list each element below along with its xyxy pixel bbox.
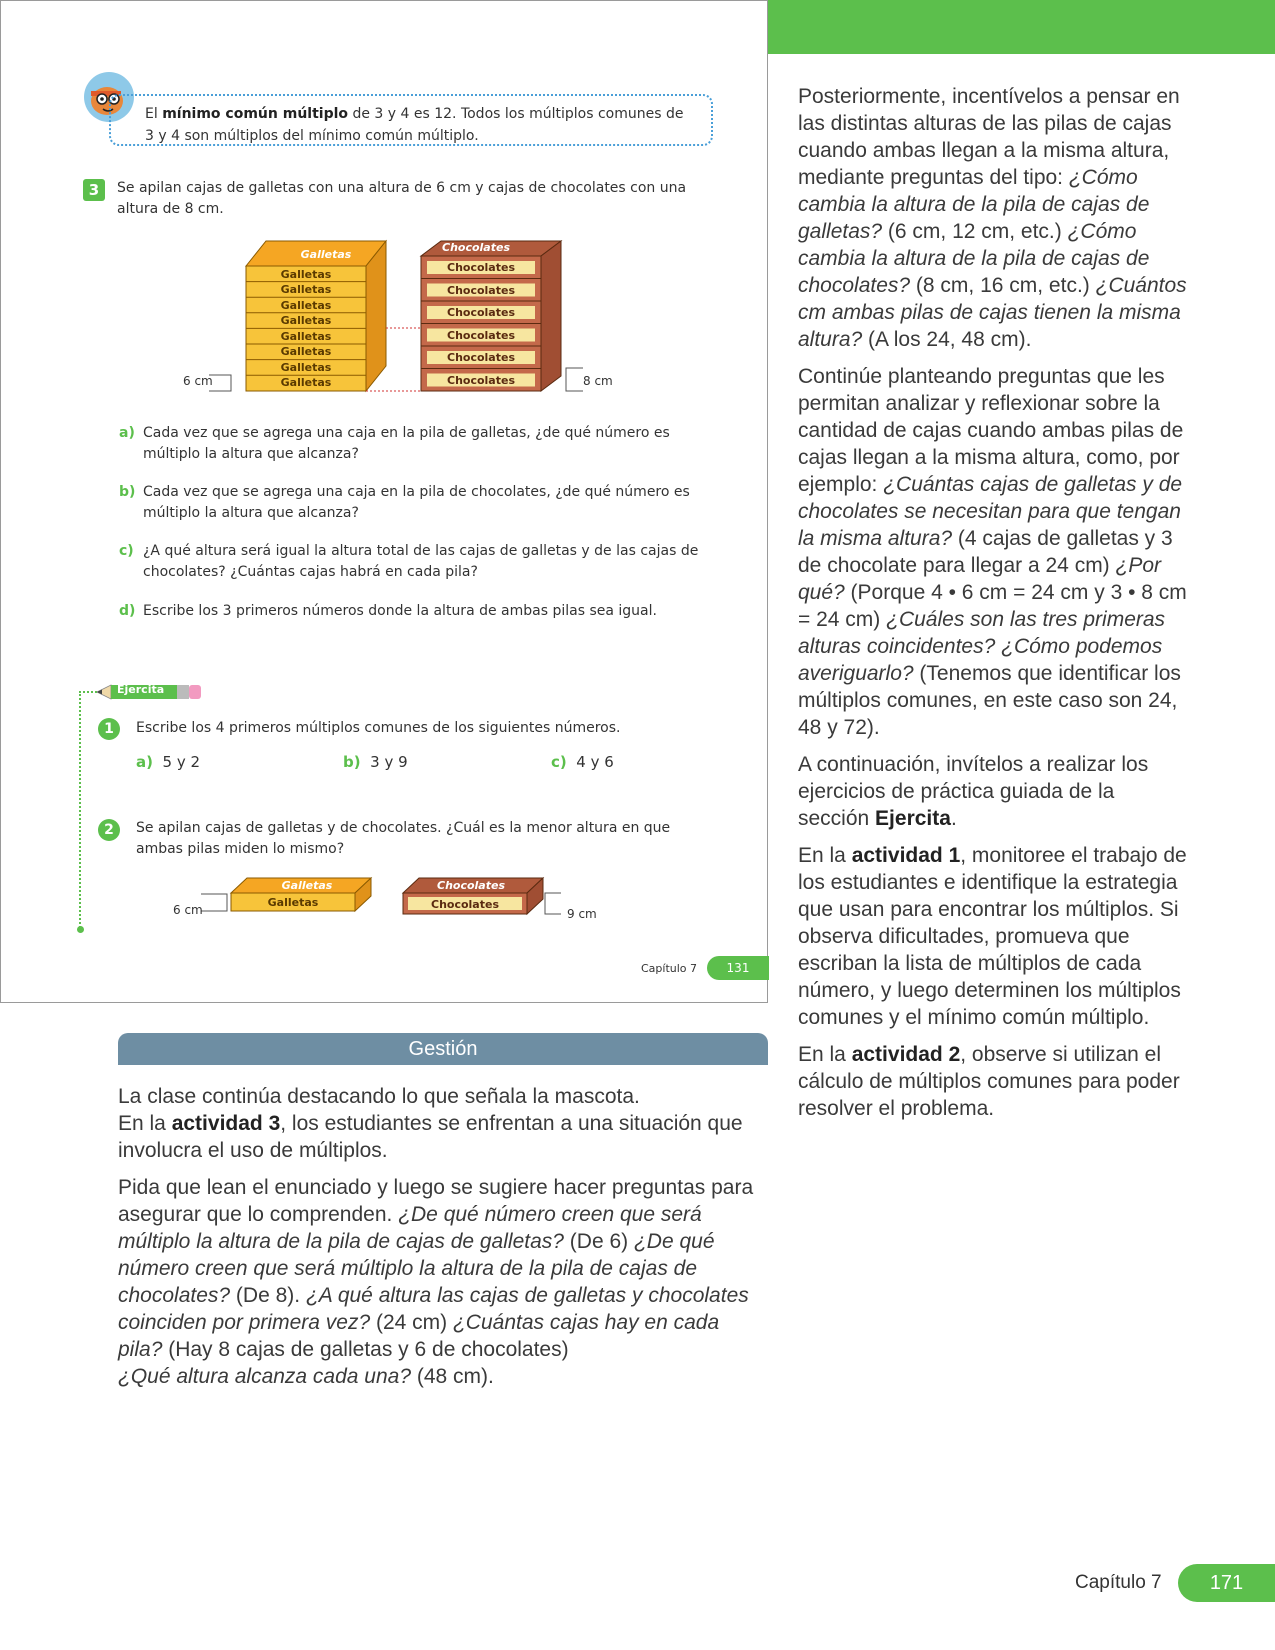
exercise-2-text: Se apilan cajas de galletas y de chocolates. ¿Cuál es la menor altura en que ambas pilas miden lo mismo?	[136, 820, 671, 857]
galletas-row-label: Galletas	[280, 314, 332, 327]
italic-span: ¿Qué altura alcanza cada una?	[118, 1365, 412, 1388]
right-paragraph-3	[798, 751, 1188, 832]
gestion-header: Gestión	[118, 1033, 768, 1065]
italic-span: ¿Cuántas cajas hay en cada pila?	[118, 1311, 720, 1361]
italic-span: ¿Cuántas cajas de galletas y de chocolates se necesitan para que tengan la misma altura?	[798, 473, 1183, 550]
single-boxes-illustration	[201, 873, 581, 925]
question-d	[119, 601, 719, 622]
italic-span: ¿Cómo cambia la altura de la pila de cajas de galletas?	[798, 166, 1150, 243]
bold-span: actividad 2	[851, 1043, 961, 1066]
callout-rest: de 3 y 4 es 12. Todos los múltiplos comunes de	[348, 106, 684, 122]
question-c	[119, 541, 719, 583]
question-text: Cada vez que se agrega una caja en la pila de galletas, ¿de qué número es múltiplo la altura que alcanza?	[143, 425, 670, 462]
right-paragraph-2	[798, 363, 1188, 741]
exercise-2-badge: 2	[98, 819, 120, 841]
italic-span: ¿De qué número creen que será múltiplo la altura de la pila de cajas de chocolates?	[118, 1230, 715, 1307]
chocolates-stack	[421, 241, 561, 391]
callout-bold: mínimo común múltiplo	[162, 106, 349, 122]
text-span: En la	[798, 1043, 852, 1066]
question-label: c)	[119, 543, 134, 559]
chocolates-row-label: Chocolates	[447, 261, 515, 274]
galletas-row-label: Galletas	[280, 330, 332, 343]
chocolates-row-label: Chocolates	[447, 374, 515, 387]
text-span: Posteriormente, incentívelos a pensar en las distintas alturas de las pilas de cajas cuando ambas llegan a la misma altura, mediante preguntas del tipo:	[798, 85, 1180, 189]
text-span: En la	[118, 1112, 172, 1135]
student-page-chapter: Capítulo 7	[641, 962, 698, 975]
text-span: (6 cm, 12 cm, etc.)	[882, 220, 1068, 243]
page-chapter: Capítulo 7	[1075, 1572, 1162, 1593]
stacked-boxes-illustration	[171, 236, 631, 396]
chocolates-top-label: Chocolates	[442, 241, 510, 254]
text-span: La clase continúa destacando lo que señala la mascota.	[118, 1085, 640, 1108]
item-label: a)	[136, 753, 153, 771]
galletas-top-label: Galletas	[300, 248, 352, 261]
item-text: 3 y 9	[370, 753, 408, 771]
item-text: 4 y 6	[576, 753, 614, 771]
italic-span: ¿Cuántos cm ambas pilas de cajas tienen la misma altura?	[798, 274, 1187, 351]
text-span: (A los 24, 48 cm).	[862, 328, 1032, 351]
callout-line2: 3 y 4 son múltiplos del mínimo común múltiplo.	[145, 128, 479, 144]
text-span: , observe si utilizan el cálculo de múltiplos comunes para poder resolver el problema.	[798, 1043, 1180, 1120]
right-paragraph-5	[798, 1041, 1188, 1122]
text-span: (Porque 4 • 6 cm = 24 cm y 3 • 8 cm = 24 cm)	[798, 581, 1187, 631]
text-span: (8 cm, 16 cm, etc.)	[910, 274, 1096, 297]
chocolates-row-label: Chocolates	[447, 284, 515, 297]
header-band	[768, 0, 1275, 54]
text-span: Continúe planteando preguntas que les permitan analizar y reflexionar sobre la cantidad de cajas cuando ambas pilas de cajas llegan a la misma altura, como, por ejemplo:	[798, 365, 1184, 496]
ejercita-tag: Ejercita	[117, 683, 165, 696]
chocolates-row-label: Chocolates	[447, 351, 515, 364]
galletas-height-label: 6 cm	[173, 903, 203, 917]
chocolates-box-label: Chocolates	[431, 898, 499, 911]
exercise-1-item-c	[551, 752, 614, 773]
bold-span: Ejercita	[875, 807, 951, 830]
italic-span: ¿A qué altura las cajas de galletas y chocolates coinciden por primera vez?	[118, 1284, 749, 1334]
galletas-height-label: 6 cm	[183, 374, 213, 388]
galletas-row-label: Galletas	[280, 361, 332, 374]
activity-3-text: Se apilan cajas de galletas con una altura de 6 cm y cajas de chocolates con una altura de 8 cm.	[117, 180, 687, 217]
text-span: (Tenemos que identificar los múltiplos comunes, en este caso son 24, 48 y 72).	[798, 662, 1181, 739]
item-label: b)	[343, 753, 361, 771]
text-span: (De 8).	[230, 1284, 306, 1307]
question-text: Cada vez que se agrega una caja en la pila de chocolates, ¿de qué número es múltiplo la altura que alcanza?	[143, 484, 690, 521]
galletas-stack	[246, 241, 386, 391]
question-label: a)	[119, 425, 135, 441]
question-b	[119, 482, 719, 524]
chocolates-row-label: Chocolates	[447, 329, 515, 342]
right-paragraph-1	[798, 83, 1188, 353]
galletas-row-label: Galletas	[280, 345, 332, 358]
right-column-text	[798, 83, 1188, 1132]
student-page	[0, 0, 768, 1003]
chocolates-height-label: 8 cm	[583, 374, 613, 388]
question-label: b)	[119, 484, 136, 500]
text-span: , monitoree el trabajo de los estudiantes e identifique la estrategia que usan para encontrar los múltiplos. Si observa dificultades, promueva que escriban la lista de múltiplos de cada número, y luego determinen los múltiplos comunes y el mínimo común múltiplo.	[798, 844, 1187, 1029]
right-paragraph-4	[798, 842, 1188, 1031]
text-span: (24 cm)	[370, 1311, 453, 1334]
text-span: .	[950, 807, 957, 830]
italic-span: ¿Cuáles son las tres primeras alturas coincidentes? ¿Cómo podemos averiguarlo?	[798, 608, 1166, 685]
ejercita-dotted-line	[79, 691, 83, 931]
exercise-1-item-b	[343, 752, 408, 773]
galletas-row-label: Galletas	[280, 268, 332, 281]
gestion-paragraph-2	[118, 1174, 768, 1390]
chocolates-row-label: Chocolates	[447, 306, 515, 319]
galletas-row-label: Galletas	[280, 376, 332, 389]
chocolates-height-label: 9 cm	[567, 907, 597, 921]
question-label: d)	[119, 603, 136, 619]
text-span: A continuación, invítelos a realizar los ejercicios de práctica guiada de la sección	[798, 753, 1149, 830]
question-a	[119, 423, 719, 465]
gestion-paragraph-1	[118, 1083, 768, 1164]
galletas-row-label: Galletas	[280, 283, 332, 296]
italic-span: ¿Por qué?	[798, 554, 1162, 604]
page-number: 171	[1178, 1564, 1275, 1602]
bold-span: actividad 1	[851, 844, 961, 867]
question-text: ¿A qué altura será igual la altura total de las cajas de galletas y de las cajas de chocolates? ¿Cuántas cajas habrá en cada pila?	[143, 543, 699, 580]
text-span: (4 cajas de galletas y 3 de chocolate para llegar a 24 cm)	[798, 527, 1173, 577]
text-span: (Hay 8 cajas de galletas y 6 de chocolates)	[162, 1338, 569, 1361]
italic-span: ¿Cómo cambia la altura de la pila de cajas de chocolates?	[798, 220, 1150, 297]
item-text: 5 y 2	[162, 753, 201, 771]
exercise-1-badge: 1	[98, 718, 120, 740]
italic-span: ¿De qué número creen que será múltiplo la altura de la pila de cajas de galletas?	[118, 1203, 702, 1253]
galletas-row-label: Galletas	[280, 299, 332, 312]
exercise-1-text: Escribe los 4 primeros múltiplos comunes de los siguientes números.	[136, 720, 621, 736]
text-span: (48 cm).	[411, 1365, 494, 1388]
item-label: c)	[551, 753, 567, 771]
galletas-box-label: Galletas	[267, 896, 319, 909]
activity-3-badge: 3	[83, 179, 105, 201]
bold-span: actividad 3	[171, 1112, 281, 1135]
student-page-number: 131	[707, 956, 769, 980]
callout-prefix: El	[145, 106, 163, 122]
chocolates-top-label: Chocolates	[437, 879, 505, 892]
text-span: En la	[798, 844, 852, 867]
text-span: , los estudiantes se enfrentan a una situación que involucra el uso de múltiplos.	[118, 1112, 743, 1162]
mcm-callout	[109, 94, 713, 146]
gestion-text	[118, 1083, 768, 1400]
question-text: Escribe los 3 primeros números donde la altura de ambas pilas sea igual.	[143, 603, 657, 619]
text-span: (De 6)	[563, 1230, 634, 1253]
galletas-top-label: Galletas	[281, 879, 333, 892]
text-span: Pida que lean el enunciado y luego se sugiere hacer preguntas para asegurar que lo comprenden.	[118, 1176, 754, 1226]
exercise-1-item-a	[136, 752, 200, 773]
